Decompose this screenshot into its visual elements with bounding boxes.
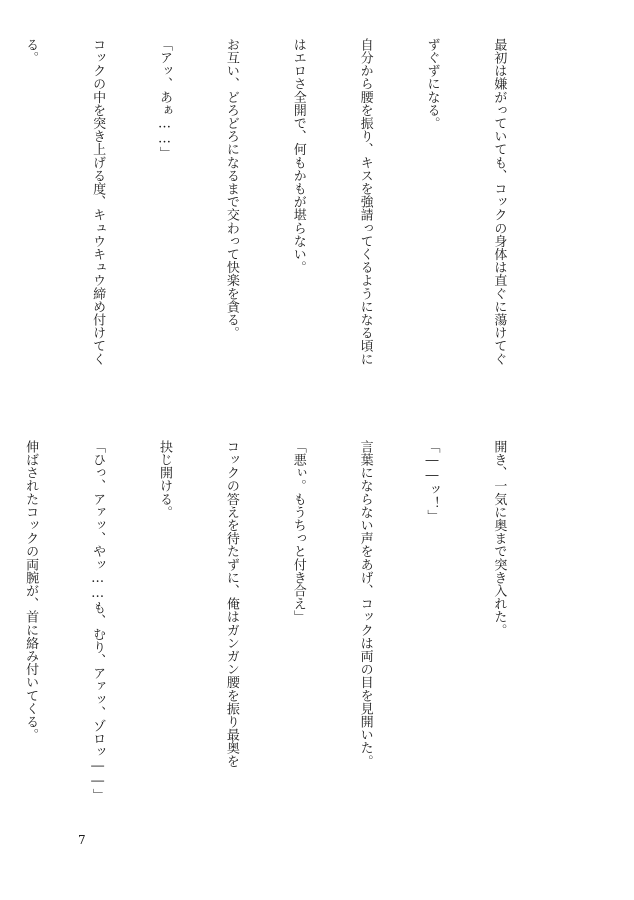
text-line: 「ひっ、アァッ、やッ……も、むり、アァッ、ゾロッ――」 [90, 440, 106, 802]
text-line: ずぐずになる。 [424, 38, 440, 130]
text-line: コックの答えを待たずに、俺はガンガン腰を振り最奥を [223, 440, 239, 768]
text-line: コックの中を突き上げる度、キュウキュウ締め付けてく [90, 38, 106, 366]
text-block-top [23, 38, 554, 410]
text-block-bottom [23, 440, 554, 812]
text-line: 最初は嫌がっていても、コックの身体は直ぐに蕩けてぐ [491, 38, 507, 366]
text-line: 抉じ開ける。 [156, 440, 172, 519]
text-line: 開き、一気に奥まで突き入れた。 [491, 440, 507, 637]
text-line: る。 [23, 38, 39, 65]
text-line: 「アッ、あぁ……」 [156, 38, 172, 160]
text-line: はエロさ全開で、何もかもが堪らない。 [290, 38, 306, 274]
page-number: 7 [78, 833, 86, 847]
text-line: 自分から腰を振り、キスを強請ってくるようになる頃に [357, 38, 373, 366]
text-line: 伸ばされたコックの両腕が、首に絡み付いてくる。 [23, 440, 39, 742]
text-line: 「悪ぃ。もうちっと付き合え」 [290, 440, 306, 624]
text-line: 言葉にならない声をあげ、コックは両の目を見開いた。 [357, 440, 373, 768]
text-line: 「――ッ！」 [424, 440, 440, 523]
text-line: お互い、どろどろになるまで交わって快楽を貪る。 [223, 38, 239, 340]
